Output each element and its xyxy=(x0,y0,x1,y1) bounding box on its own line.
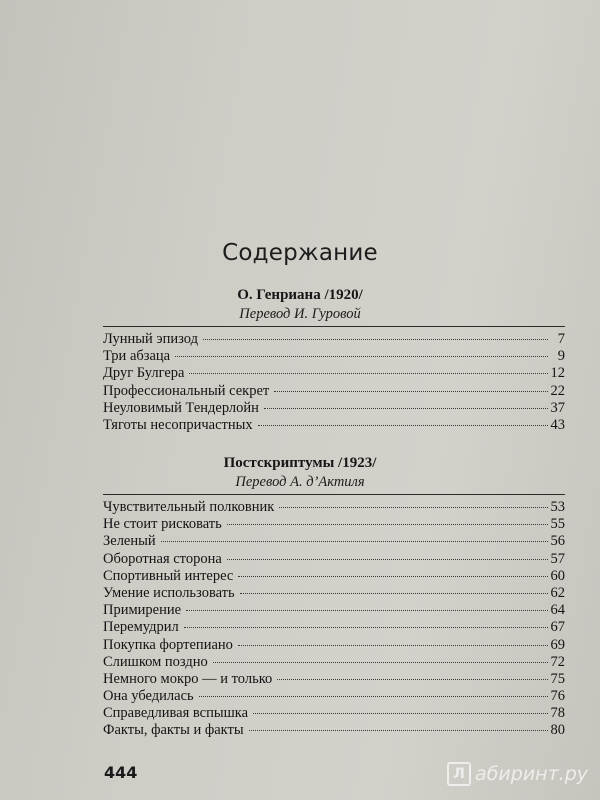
toc-entry xyxy=(103,568,565,585)
toc-entry-page: 75 xyxy=(550,670,565,687)
toc-entry xyxy=(103,331,565,348)
toc-leader-dots xyxy=(253,713,547,714)
toc-entry xyxy=(103,365,565,382)
toc-entry-title: Оборотная сторона xyxy=(103,550,222,567)
section-1-entries xyxy=(103,331,565,434)
toc-entry-page: 57 xyxy=(550,550,565,567)
toc-entry-title: Умение использовать xyxy=(103,584,235,601)
toc-leader-dots xyxy=(279,507,547,508)
contents-heading: Содержание xyxy=(222,240,378,266)
toc-entry-title: Три абзаца xyxy=(103,348,171,365)
labirint-logo-icon: Л xyxy=(447,762,471,786)
toc-entry-page: 56 xyxy=(550,533,565,550)
toc-entry-page: 69 xyxy=(550,636,565,653)
toc-entry-page: 76 xyxy=(550,688,565,705)
toc-leader-dots xyxy=(184,627,548,628)
toc-leader-dots xyxy=(249,730,548,731)
toc-entry-page: 78 xyxy=(550,705,565,722)
section-1-title: О. Генриана /1920/ xyxy=(237,287,363,303)
toc-entry-title: Профессиональный секрет xyxy=(103,382,270,399)
toc-leader-dots xyxy=(213,662,548,663)
toc-entry-title: Перемудрил xyxy=(103,619,179,636)
toc-leader-dots xyxy=(240,593,548,594)
section-2-title: Постскриптумы /1923/ xyxy=(223,455,377,471)
section-2-divider xyxy=(103,494,565,495)
toc-entry-title: Справедливая вспышка xyxy=(103,705,249,722)
section-1-translator: Перевод И. Гуровой xyxy=(239,306,361,322)
toc-entry-title: Факты, факты и факты xyxy=(103,722,244,739)
toc-entry-title: Чувствительный полковник xyxy=(103,499,275,515)
toc-entry-page: 67 xyxy=(550,619,565,636)
toc-entry-page: 62 xyxy=(550,584,565,601)
toc-leader-dots xyxy=(186,610,547,611)
toc-entry-page: 64 xyxy=(550,602,565,619)
toc-entry xyxy=(103,417,565,434)
toc-entry-title: Примирение xyxy=(103,602,182,619)
toc-entry-page: 12 xyxy=(550,365,565,382)
toc-entry xyxy=(103,551,565,568)
toc-entry-title: Слишком поздно xyxy=(103,653,208,670)
toc-entry xyxy=(103,671,565,688)
toc-leader-dots xyxy=(277,679,547,680)
labirint-watermark xyxy=(447,762,588,786)
toc-entry-title: Она убедилась xyxy=(103,688,194,705)
section-2-entries xyxy=(103,499,565,740)
page-number: 444 xyxy=(104,763,138,782)
toc-entry-page: 72 xyxy=(550,653,565,670)
toc-entry xyxy=(103,654,565,671)
toc-entry-page: 7 xyxy=(557,331,565,347)
toc-entry xyxy=(103,619,565,636)
toc-entry-title: Не стоит рисковать xyxy=(103,516,222,533)
toc-leader-dots xyxy=(264,408,548,409)
toc-entry-title: Зеленый xyxy=(103,533,156,550)
toc-entry xyxy=(103,688,565,705)
toc-leader-dots xyxy=(203,339,548,340)
toc-entry-page: 43 xyxy=(550,416,565,433)
toc-entry xyxy=(103,533,565,550)
toc-entry xyxy=(103,400,565,417)
toc-leader-dots xyxy=(258,425,548,426)
toc-entry-page: 9 xyxy=(557,348,565,365)
toc-entry xyxy=(103,516,565,533)
toc-entry-title: Друг Булгера xyxy=(103,365,185,382)
toc-leader-dots xyxy=(189,373,547,374)
toc-entry-page: 60 xyxy=(550,567,565,584)
toc-entry xyxy=(103,348,565,365)
toc-leader-dots xyxy=(227,559,548,560)
toc-entry-title: Спортивный интерес xyxy=(103,567,234,584)
toc-leader-dots xyxy=(238,645,548,646)
toc-entry xyxy=(103,383,565,400)
toc-entry-page: 22 xyxy=(550,382,565,399)
toc-entry-title: Немного мокро — и только xyxy=(103,670,273,687)
toc-entry-page: 53 xyxy=(550,499,565,515)
toc-leader-dots xyxy=(238,576,547,577)
section-2-translator: Перевод А. д’Актиля xyxy=(235,474,365,490)
toc-leader-dots xyxy=(175,356,548,357)
toc-entry-title: Лунный эпизод xyxy=(103,331,198,347)
toc-entry-page: 55 xyxy=(550,516,565,533)
toc-entry-title: Покупка фортепиано xyxy=(103,636,233,653)
toc-leader-dots xyxy=(199,696,548,697)
toc-leader-dots xyxy=(161,541,548,542)
toc-entry xyxy=(103,705,565,722)
toc-entry xyxy=(103,722,565,739)
toc-entry-title: Тяготы несопричастных xyxy=(103,416,253,433)
toc-leader-dots xyxy=(274,391,547,392)
section-1-divider xyxy=(103,326,565,327)
toc-leader-dots xyxy=(227,524,548,525)
toc-entry xyxy=(103,585,565,602)
toc-entry-page: 37 xyxy=(550,399,565,416)
toc-entry xyxy=(103,499,565,516)
toc-entry-title: Неуловимый Тендерлойн xyxy=(103,399,259,416)
toc-entry xyxy=(103,602,565,619)
watermark-text: абиринт.ру xyxy=(475,763,588,785)
toc-entry-page: 80 xyxy=(550,722,565,739)
toc-entry xyxy=(103,637,565,654)
